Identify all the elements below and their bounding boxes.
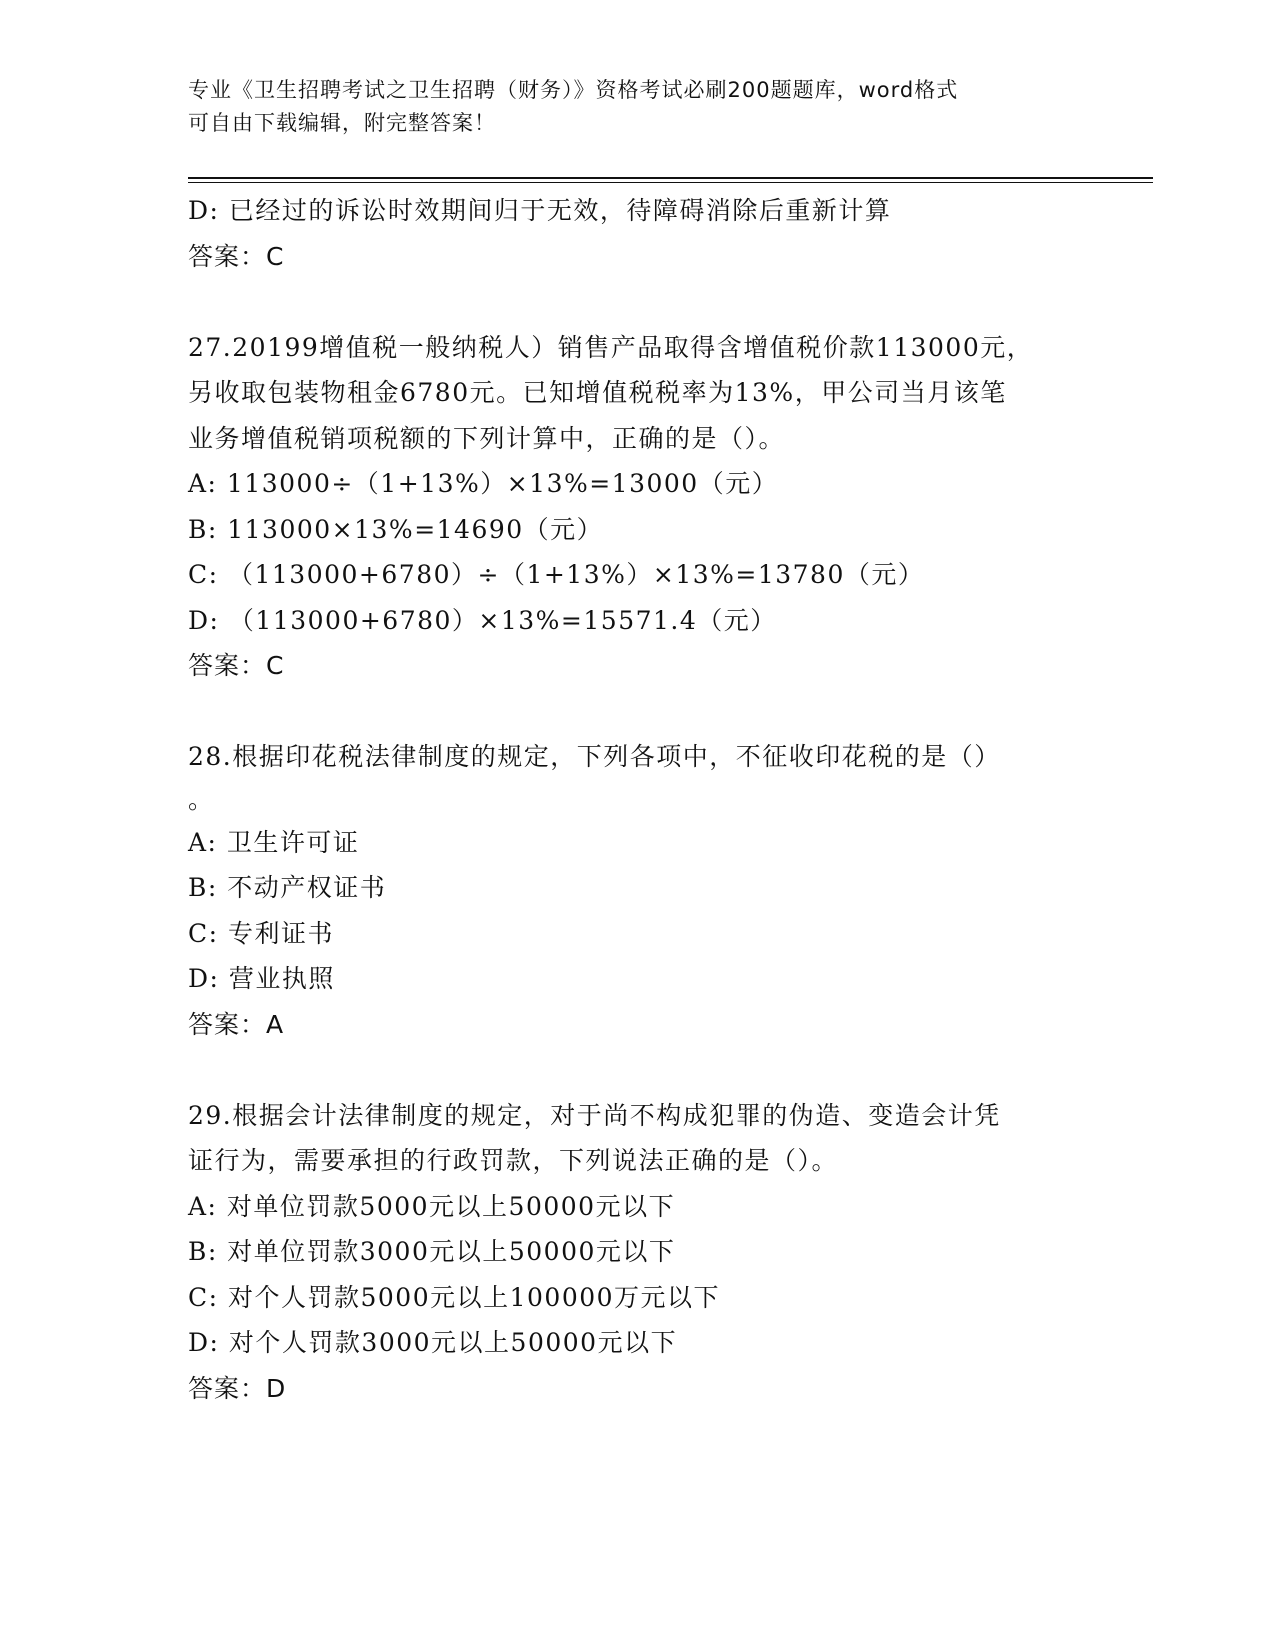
spacer (188, 689, 1088, 735)
answer-line: 答案：C (188, 241, 285, 271)
question-stem-line: 。 (188, 784, 214, 814)
question-26-tail (188, 188, 1088, 279)
option-c: C: （113000+6780）÷（1+13%）×13%=13780（元） (188, 560, 925, 589)
header-line-1: 专业《卫生招聘考试之卫生招聘（财务）》资格考试必刷200题题库，word格式 (188, 78, 959, 102)
option-c: C: 专利证书 (188, 918, 334, 948)
spacer (188, 1047, 1088, 1093)
option-a: A: 113000÷（1+13%）×13%=13000（元） (188, 469, 779, 498)
option-d: D: 对个人罚款3000元以上50000元以下 (188, 1328, 678, 1357)
option-c: C: 对个人罚款5000元以上100000万元以下 (188, 1282, 721, 1312)
question-list (188, 188, 1088, 1411)
question-stem-line: 证行为，需要承担的行政罚款，下列说法正确的是（）。 (188, 1146, 839, 1175)
question-28 (188, 734, 1088, 1047)
question-stem-line: 另收取包装物租金6780元。已知增值税税率为13%，甲公司当月该笔 (188, 378, 1007, 407)
option-d: D: （113000+6780）×13%=15571.4（元） (188, 605, 777, 635)
option-d: D: 已经过的诉讼时效期间归于无效，待障碍消除后重新计算 (188, 196, 892, 225)
answer-line: 答案：C (188, 651, 285, 680)
option-b: B: 113000×13%=14690（元） (188, 514, 604, 544)
question-stem-line: 29.根据会计法律制度的规定，对于尚不构成犯罪的伪造、变造会计凭 (188, 1100, 1001, 1130)
option-a: A: 卫生许可证 (188, 827, 360, 857)
question-29 (188, 1093, 1088, 1412)
option-b: B: 对单位罚款3000元以上50000元以下 (188, 1237, 676, 1266)
question-27 (188, 325, 1088, 689)
answer-line: 答案：D (188, 1373, 287, 1403)
option-b: B: 不动产权证书 (188, 873, 387, 902)
question-stem-line: 28.根据印花税法律制度的规定，下列各项中，不征收印花税的是（） (188, 742, 1001, 771)
header-divider-thick (188, 177, 1153, 179)
answer-line: 答案：A (188, 1009, 285, 1039)
header-divider-thin (188, 182, 1153, 183)
spacer (188, 279, 1088, 325)
document-header (188, 74, 1088, 140)
header-line-2: 可自由下载编辑，附完整答案！ (188, 111, 496, 135)
question-stem-line: 27.20199增值税一般纳税人）销售产品取得含增值税价款113000元， (188, 332, 1034, 362)
option-d: D: 营业执照 (188, 964, 335, 993)
question-stem-line: 业务增值税销项税额的下列计算中，正确的是（）。 (188, 423, 786, 453)
option-a: A: 对单位罚款5000元以上50000元以下 (188, 1191, 676, 1221)
